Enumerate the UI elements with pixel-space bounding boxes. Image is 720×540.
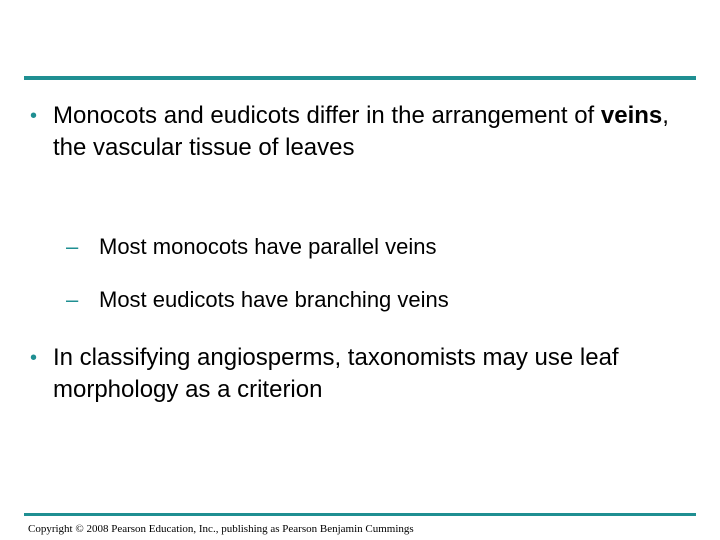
bullet-marker: • [30, 105, 38, 127]
subbullet-text: Most monocots have parallel veins [99, 234, 437, 259]
subbullet-marker: – [66, 287, 79, 312]
bullet-text [53, 100, 673, 164]
bullet-text: In classifying angiosperms, taxonomists may use leaf morphology as a criterion [53, 344, 619, 403]
subbullet-marker: – [66, 234, 79, 259]
subbullet-text: Most eudicots have branching veins [99, 287, 449, 312]
bullet-text-bold: veins [600, 102, 663, 129]
bullet-marker: • [30, 347, 38, 369]
bullet-text-post: , the vascular tissue of leaves [53, 102, 669, 161]
copyright-footer: Copyright © 2008 Pearson Education, Inc., publishing as Pearson Benjamin Cummings [28, 523, 414, 535]
bullet-text-pre: Monocots and eudicots differ in the arrangement of [53, 102, 601, 129]
footer-divider [24, 513, 696, 516]
